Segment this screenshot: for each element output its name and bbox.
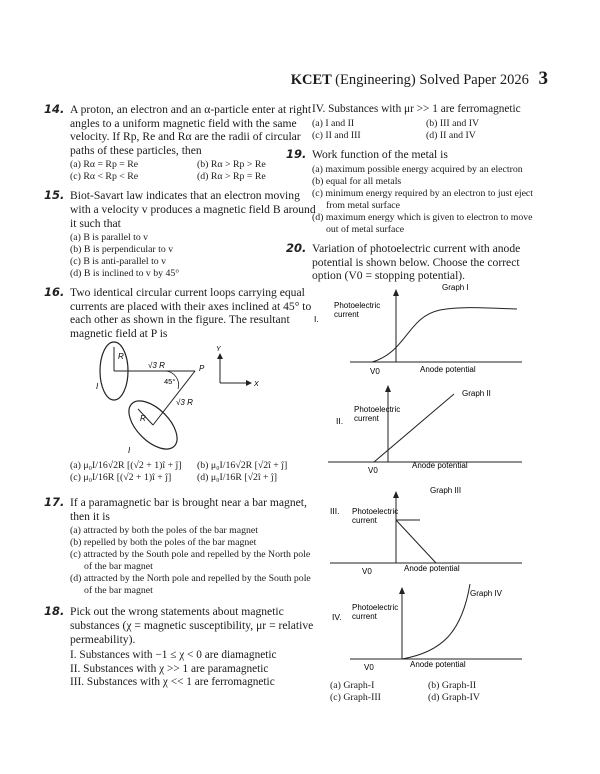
- right-column: [286, 103, 534, 283]
- label-y: Y: [216, 345, 221, 353]
- statement-list: [70, 649, 318, 689]
- y-arrowhead: [393, 289, 399, 296]
- statement-2: II. Substances with χ >> 1 are paramagnetic: [70, 662, 269, 675]
- option-a: (a) Rα = Rp = Re: [70, 159, 139, 171]
- question-15: [44, 188, 318, 280]
- x-label: Anode potential: [410, 660, 466, 669]
- q20-options: [330, 680, 520, 704]
- question-18: [44, 604, 318, 689]
- options: [70, 460, 318, 484]
- label-p: P: [199, 363, 205, 373]
- statement-3: III. Substances with χ << 1 are ferromagnetic: [70, 675, 275, 688]
- option-d: (d) Graph-IV: [428, 692, 480, 703]
- options: [312, 164, 534, 236]
- label-i2: I: [128, 445, 131, 455]
- option-b: (b) Rα > Rp > Re: [197, 159, 266, 171]
- option-b: (b) repelled by both the poles of the bar magnet: [70, 537, 257, 549]
- question-number: 20.: [286, 241, 307, 255]
- graph-roman: I.: [314, 314, 319, 324]
- option-c: (c) Graph-III: [330, 692, 381, 703]
- statement-4: IV. Substances with μr >> 1 are ferromagnetic: [312, 103, 521, 115]
- option-c: (c) Rα < Rp < Re: [70, 171, 139, 183]
- y-label-1: Photoelectric: [354, 405, 401, 414]
- question-number: 15.: [44, 188, 65, 203]
- statement-1: I. Substances with −1 ≤ χ < 0 are diamagnetic: [70, 649, 277, 662]
- question-number: 19.: [286, 147, 307, 162]
- option-d: (d) B is inclined to v by 45°: [70, 268, 180, 280]
- curve: [372, 308, 517, 362]
- graph-roman: II.: [336, 416, 344, 426]
- option-d: (d) μ₀I/16R [√2î + ĵ]: [197, 472, 277, 484]
- v0-label: V0: [364, 663, 374, 672]
- question-number: 16.: [44, 285, 65, 300]
- label-r1: R: [118, 351, 124, 361]
- question-number: 18.: [44, 604, 65, 619]
- option-d: (d) attracted by the North pole and repelled by the South pole of the bar magnet: [70, 573, 311, 597]
- y-arrowhead: [393, 491, 399, 498]
- option-c: (c) II and III: [312, 130, 361, 142]
- curve-slope: [396, 520, 436, 563]
- y-label-2: current: [354, 414, 379, 423]
- y-label-2: current: [352, 516, 377, 525]
- graph-title: Graph III: [430, 486, 462, 495]
- question-17: [44, 495, 318, 597]
- header-subtitle: (Engineering) Solved Paper 2026: [335, 72, 529, 88]
- option-a: (a) I and II: [312, 118, 355, 130]
- y-label-1: Photoelectric: [334, 301, 381, 310]
- q20-graphs: [312, 282, 534, 672]
- y-arrowhead: [385, 385, 391, 392]
- question-text: A proton, an electron and an α-particle enter at right angles to a uniform magnetic field with the same velocity. If Rp, Re and Rα are the radii of circular paths of these particles, then: [70, 103, 312, 157]
- q18-options: [312, 118, 534, 142]
- label-i1: I: [96, 381, 99, 391]
- v0-label: V0: [370, 367, 380, 376]
- question-16: [44, 285, 318, 484]
- options: [70, 159, 318, 183]
- option-b: (b) III and IV: [426, 118, 480, 130]
- question-text: Pick out the wrong statements about magnetic substances (χ = magnetic susceptibility, μr = relative permeability).: [70, 605, 314, 646]
- loops-figure: [70, 341, 318, 455]
- question-20: [286, 241, 534, 283]
- y-label-2: current: [334, 310, 359, 319]
- options: [70, 232, 318, 280]
- option-a: (a) Graph-I: [330, 680, 375, 691]
- question-14: [44, 102, 318, 183]
- graph-roman: III.: [330, 506, 340, 516]
- option-a: (a) maximum possible energy acquired by an electron: [312, 164, 523, 175]
- x-label: Anode potential: [404, 564, 460, 573]
- x-label: Anode potential: [412, 461, 468, 470]
- question-text: If a paramagnetic bar is brought near a bar magnet, then it is: [70, 496, 307, 523]
- question-text: Two identical circular current loops carrying equal currents are placed with their axes inclined at 45° to each other as shown in the figure. The resultant magnetic field at P is: [70, 286, 312, 340]
- option-d: (d) II and IV: [426, 130, 476, 142]
- graph-roman: IV.: [332, 612, 342, 622]
- option-d: (d) maximum energy which is given to electron to move out of metal surface: [312, 212, 533, 235]
- option-a: (a) B is parallel to v: [70, 232, 149, 244]
- v0-label: V0: [368, 466, 378, 475]
- axis-arrowheads: [217, 353, 252, 386]
- page-header: [291, 68, 548, 90]
- option-c: (c) B is anti-parallel to v: [70, 256, 167, 268]
- question-text: Biot-Savart law indicates that an electron moving with a velocity v produces a magnetic field B around it such that: [70, 189, 316, 230]
- label-angle: 45°: [164, 376, 176, 386]
- page-number: 3: [538, 68, 548, 89]
- option-c: (c) μ₀I/16R [(√2 + 1)î + ĵ]: [70, 472, 172, 484]
- option-a: (a) μ₀I/16√2R [(√2 + 1)î + ĵ]: [70, 460, 182, 472]
- graph-3: [330, 486, 522, 576]
- option-b: (b) μ₀I/16√2R [√2î + ĵ]: [197, 460, 288, 472]
- question-number: 14.: [44, 102, 65, 116]
- y-label-1: Photoelectric: [352, 603, 399, 612]
- option-c: (c) attracted by the South pole and repelled by the North pole of the bar magnet: [70, 549, 311, 573]
- graph-title: Graph I: [442, 283, 469, 292]
- curve: [402, 584, 470, 659]
- option-b: (b) equal for all metals: [312, 176, 402, 187]
- option-b: (b) Graph-II: [428, 680, 477, 691]
- graph-4: [332, 584, 522, 672]
- v0-label: V0: [362, 567, 372, 576]
- question-text: Work function of the metal is: [312, 148, 448, 162]
- header-title: KCET: [290, 72, 332, 88]
- question-number: 17.: [44, 495, 65, 510]
- option-a: (a) attracted by both the poles of the bar magnet: [70, 525, 258, 537]
- option-b: (b) B is perpendicular to v: [70, 244, 174, 256]
- y-label-2: current: [352, 612, 377, 621]
- option-d: (d) Rα > Rp = Re: [197, 171, 266, 183]
- options: [70, 525, 318, 597]
- graph-title: Graph II: [462, 389, 491, 398]
- question-text: Variation of photoelectric current with anode potential is shown below. Choose the correct option (V0 = stopping potential).: [312, 242, 521, 283]
- x-label: Anode potential: [420, 365, 476, 374]
- label-d2: √3 R: [176, 397, 193, 407]
- graph-title: Graph IV: [470, 589, 503, 598]
- y-label-1: Photoelectric: [352, 507, 399, 516]
- label-x: X: [254, 380, 259, 388]
- label-d1: √3 R: [148, 360, 165, 370]
- label-r2: R: [140, 413, 146, 423]
- option-c: (c) minimum energy required by an electron to just eject from metal surface: [312, 188, 533, 211]
- graph-1: [314, 283, 522, 376]
- graph-2: [328, 385, 522, 475]
- y-arrowhead: [399, 587, 405, 594]
- question-19: [286, 147, 534, 236]
- left-column: [44, 102, 318, 689]
